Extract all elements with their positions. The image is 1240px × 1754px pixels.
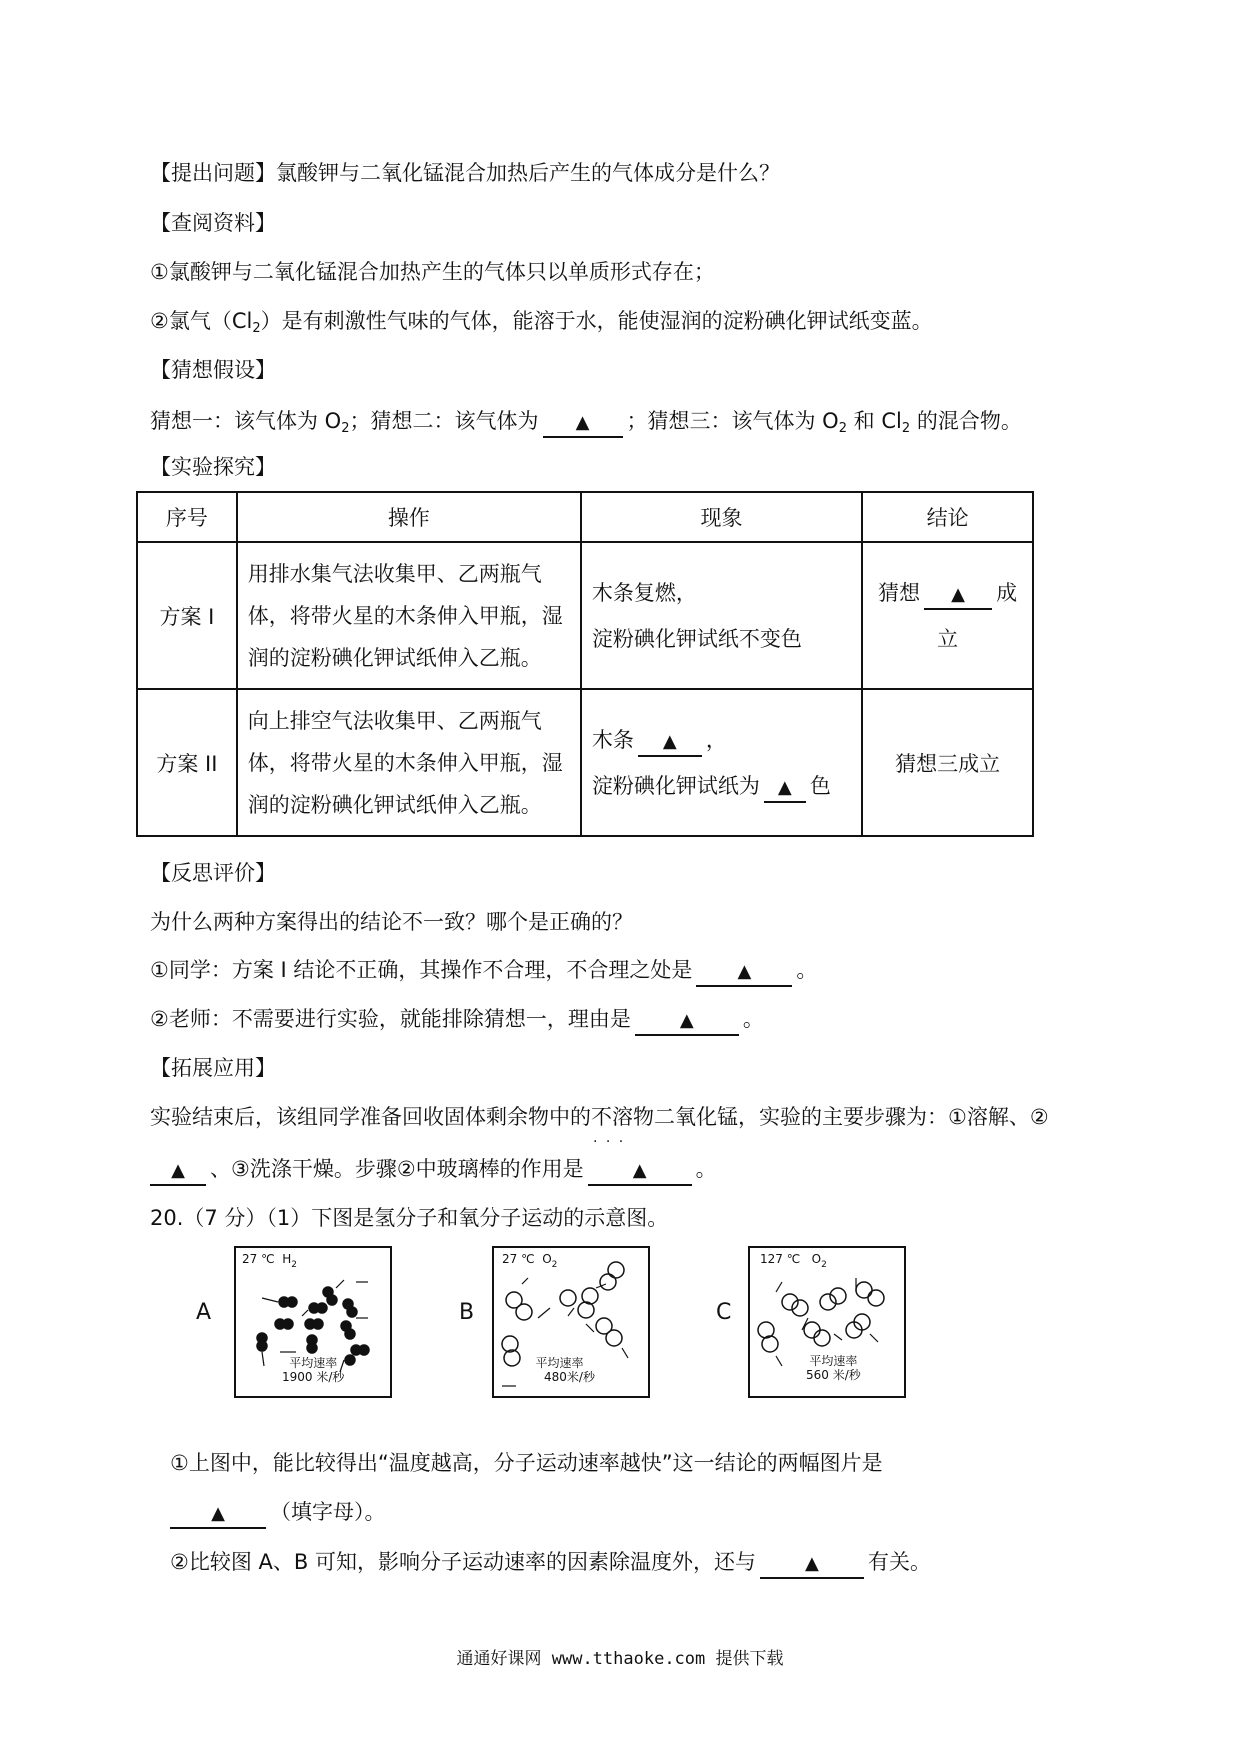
hyp-part1-sub: 2 (341, 421, 350, 436)
header-conclusion: 结论 (862, 492, 1033, 542)
table-row (137, 542, 1033, 689)
hyp-part2-sub1: 2 (838, 421, 847, 436)
figure-b-label: B (459, 1300, 475, 1325)
header-operation: 操作 (237, 492, 581, 542)
page-footer: 通通好课网 www.tthaoke.com 提供下载 (456, 1649, 784, 1669)
plan-1-phenomenon-line-2: 淀粉碘化钾试纸不变色 (591, 626, 802, 651)
q20-sub2-blank[interactable] (760, 1549, 864, 1579)
hyp-part1-a: 猜想一：该气体为 O (150, 409, 342, 433)
extension-blank-2[interactable] (588, 1156, 692, 1186)
extension-line-2-a: 、③洗涤干燥。步骤②中玻璃棒的作用是 (210, 1157, 584, 1181)
experiment-table (136, 491, 1034, 837)
table-row (137, 689, 1033, 836)
figure-a-temp: 27 ℃ (242, 1252, 275, 1266)
figure-b-box (492, 1246, 650, 1398)
blank-marker: ▲ (805, 1553, 819, 1574)
plan-2-operation-line: 向上排空气法收集甲、乙两瓶气 (247, 708, 542, 733)
figure-c-gas-sub: 2 (821, 1260, 827, 1270)
figure-c-speed-block (806, 1354, 861, 1382)
hyp-part2-a: ；猜想三：该气体为 O (626, 409, 839, 433)
plan-1-conclusion-b: 成 (996, 580, 1018, 605)
plan-2-phenomenon-blank-1[interactable] (638, 727, 702, 757)
plan-1-conclusion (862, 542, 1033, 689)
blank-marker: ▲ (679, 1010, 694, 1031)
plan-1-operation-line: 体，将带火星的木条伸入甲瓶，湿 (247, 603, 563, 628)
figure-a-gas: H (282, 1252, 292, 1266)
plan-2-phenomenon (581, 689, 862, 836)
reflection-item-2-b: 。 (742, 1007, 764, 1031)
plan-2-phenomenon-a: 木条 (591, 727, 634, 752)
figure-b-speed-label: 平均速率 (535, 1356, 584, 1370)
plan-1-name: 方案 I (137, 542, 237, 689)
lookup-item-2-sub: 2 (252, 321, 261, 336)
hyp-part2-sub2: 2 (901, 421, 911, 436)
blank-marker: ▲ (777, 776, 792, 798)
plan-2-operation-line: 润的淀粉碘化钾试纸伸入乙瓶。 (247, 792, 542, 817)
reflection-blank-1[interactable] (696, 957, 792, 987)
header-phenomenon: 现象 (581, 492, 862, 542)
figure-c-speed: 560 米/秒 (806, 1368, 861, 1382)
hyp-part2-c: 的混合物。 (910, 409, 1022, 433)
lookup-item-1: ①氯酸钾与二氧化锰混合加热产生的气体只以单质形式存在； (150, 260, 715, 284)
plan-1-conclusion-a: 猜想 (878, 580, 921, 605)
blank-marker: ▲ (737, 961, 752, 982)
q20-sub2 (170, 1547, 931, 1579)
plan-1-operation-line: 用排水集气法收集甲、乙两瓶气 (247, 561, 542, 586)
q20-sub2-a: ②比较图 A、B 可知，影响分子运动速率的因素除温度外，还与 (170, 1550, 756, 1574)
figure-a-gas-sub: 2 (291, 1260, 297, 1270)
table-header-row (137, 492, 1033, 542)
question-label: 【提出问题】 (150, 161, 276, 185)
figure-a-label: A (196, 1300, 212, 1325)
plan-1-phenomenon-line-1: 木条复燃， (591, 580, 697, 605)
figure-b-gas-sub: 2 (551, 1260, 558, 1270)
plan-1-conclusion-blank[interactable] (924, 580, 992, 610)
figure-a-box (234, 1246, 392, 1398)
reflection-blank-2[interactable] (635, 1006, 739, 1036)
extension-line-2-b: 。 (695, 1157, 717, 1181)
plan-2-conclusion: 猜想三成立 (862, 689, 1033, 836)
lookup-item-2-b: ）是有刺激性气味的气体，能溶于水，能使湿润的淀粉碘化钾试纸变蓝。 (260, 309, 933, 333)
header-index: 序号 (137, 492, 237, 542)
reflection-item-1 (150, 955, 817, 987)
figure-b-speed: 480米/秒 (544, 1370, 595, 1384)
figure-c-box (748, 1246, 906, 1398)
plan-1-conclusion-c: 立 (937, 626, 959, 651)
q20-sub1-b: （填字母）。 (270, 1500, 386, 1524)
figure-b-temp: 27 ℃ (502, 1252, 535, 1266)
reflection-intro: 为什么两种方案得出的结论不一致？哪个是正确的？ (150, 910, 633, 934)
blank-marker: ▲ (575, 412, 590, 433)
reflection-label: 【反思评价】 (150, 861, 276, 885)
hypothesis-answer-blank[interactable] (543, 408, 623, 438)
q20-sub1-line-1: ①上图中，能比较得出“温度越高，分子运动速率越快”这一结论的两幅图片是 (170, 1451, 883, 1475)
figure-c-temp: 127 ℃ (760, 1252, 801, 1266)
extension-emphasis: 不溶物 · · · (591, 1105, 654, 1129)
question-line (150, 158, 780, 188)
blank-marker: ▲ (171, 1160, 185, 1181)
reflection-item-2-a: ②老师：不需要进行实验，就能排除猜想一，理由是 (150, 1007, 631, 1031)
q20-sub1-line-2 (170, 1497, 386, 1529)
reflection-item-1-b: 。 (796, 958, 818, 982)
extension-line-1 (150, 1102, 1049, 1132)
plan-2-name: 方案 II (137, 689, 237, 836)
plan-2-operation-line: 体，将带火星的木条伸入甲瓶，湿 (247, 750, 563, 775)
figure-b-speed-block (524, 1356, 595, 1384)
plan-1-operation (237, 542, 581, 689)
question-text: 氯酸钾与二氧化锰混合加热后产生的气体成分是什么？ (276, 161, 780, 185)
figure-a-speed: 1900 米/秒 (282, 1370, 345, 1384)
extension-line-2 (150, 1154, 717, 1186)
figure-a-speed-label: 平均速率 (289, 1356, 338, 1370)
lookup-item-2-a: ②氯气（Cl (150, 309, 253, 333)
hypothesis-label: 【猜想假设】 (150, 358, 276, 382)
figure-c-gas: O (811, 1252, 822, 1266)
blank-marker: ▲ (632, 1160, 647, 1181)
plan-2-operation (237, 689, 581, 836)
plan-2-phenomenon-c: 淀粉碘化钾试纸为 (591, 773, 760, 798)
hypothesis-line (150, 406, 1022, 444)
q20-title: 20.（7 分）（1）下图是氢分子和氧分子运动的示意图。 (150, 1206, 669, 1230)
plan-2-phenomenon-d: 色 (809, 773, 831, 798)
blank-marker: ▲ (951, 583, 966, 605)
extension-line-1-a: 实验结束后，该组同学准备回收固体剩余物中的 (150, 1105, 591, 1129)
lookup-item-2 (150, 306, 933, 344)
lookup-label: 【查阅资料】 (150, 211, 276, 235)
figure-c-speed-label: 平均速率 (809, 1354, 858, 1368)
experiment-label: 【实验探究】 (150, 455, 276, 479)
blank-marker: ▲ (211, 1503, 225, 1524)
extension-line-1-b: 二氧化锰，实验的主要步骤为：①溶解、② (654, 1105, 1049, 1129)
blank-marker: ▲ (662, 730, 677, 752)
figure-a-speed-block (282, 1356, 344, 1384)
figure-c-label: C (716, 1300, 732, 1325)
plan-2-phenomenon-b: ， (705, 727, 727, 752)
plan-1-operation-line: 润的淀粉碘化钾试纸伸入乙瓶。 (247, 645, 542, 670)
q20-sub2-b: 有关。 (867, 1550, 931, 1574)
reflection-item-1-a: ①同学：方案 I 结论不正确，其操作不合理，不合理之处是 (150, 958, 693, 982)
plan-2-phenomenon-blank-2[interactable] (764, 773, 806, 803)
extension-blank-1[interactable] (150, 1156, 206, 1186)
hyp-part2-b: 和 Cl (847, 409, 902, 433)
figure-b-gas: O (542, 1252, 552, 1266)
reflection-item-2 (150, 1004, 764, 1036)
extension-label: 【拓展应用】 (150, 1056, 276, 1080)
q20-sub1-blank[interactable] (170, 1499, 266, 1529)
hyp-part1-b: ；猜想二：该气体为 (349, 409, 539, 433)
plan-1-phenomenon (581, 542, 862, 689)
